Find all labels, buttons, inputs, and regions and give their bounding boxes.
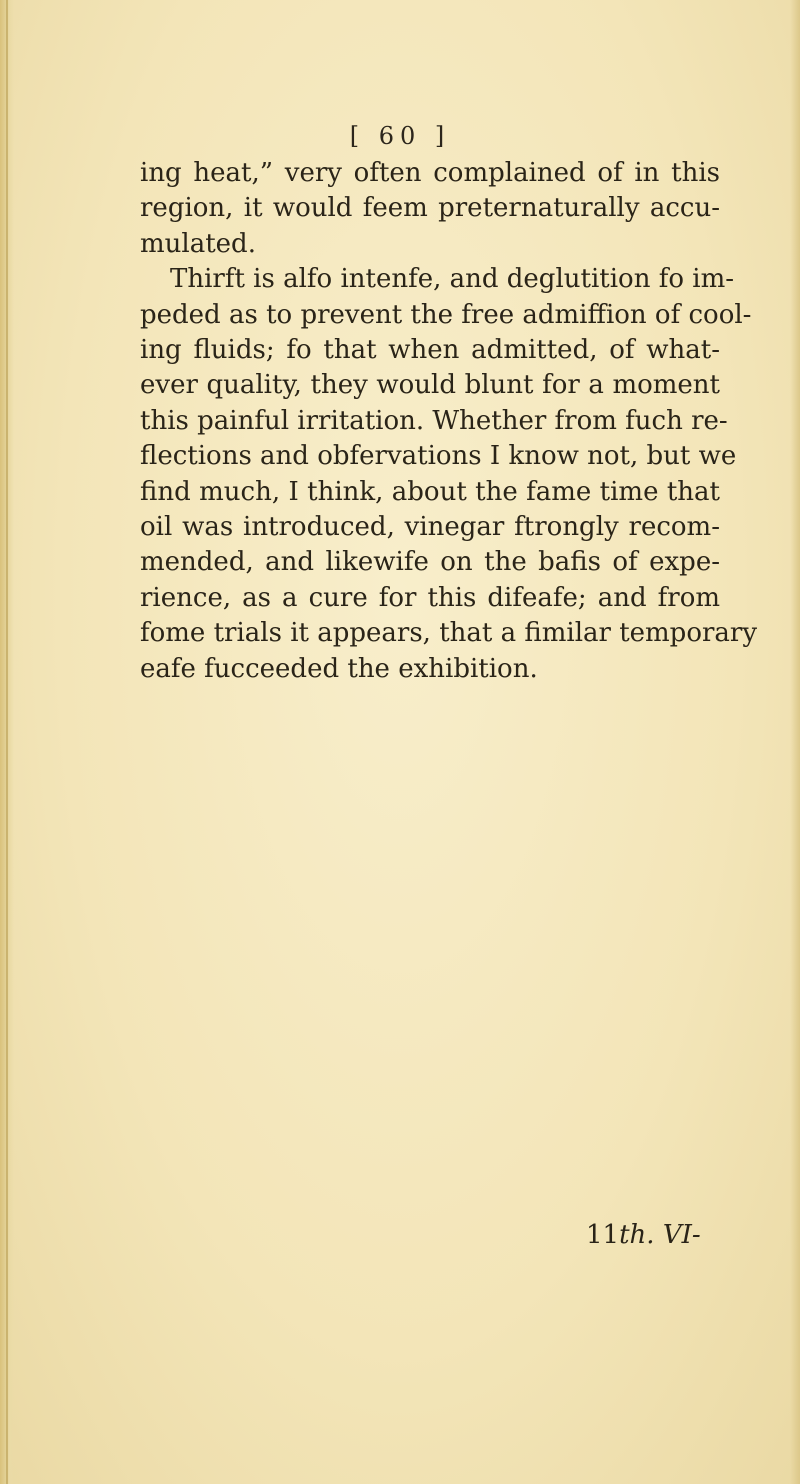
text-line: rience, as a cure for this difeafe; and from (140, 582, 720, 613)
text-line: ing fluids; fo that when admitted, of what- (140, 335, 720, 366)
text-line: Thirft is alfo intenfe, and deglutition fo im- (170, 264, 735, 295)
text-line: region, it would feem preternaturally accu- (140, 193, 720, 224)
text-line: oil was introduced, vinegar ftrongly recom- (140, 512, 720, 543)
text-line: peded as to prevent the free admiffion of cool- (140, 299, 752, 330)
text-line: flections and obfervations I know not, but we (140, 441, 737, 472)
binding-line (6, 0, 8, 1484)
text-line: mulated. (140, 228, 256, 259)
catchword-number: 11 (586, 1220, 620, 1250)
text-line: find much, I think, about the fame time that (140, 476, 720, 507)
page-number: [ 60 ] (349, 122, 451, 150)
text-line: ing heat,” very often complained of in this (140, 158, 720, 188)
text-line: eafe fucceeded the exhibition. (140, 653, 538, 684)
page-edge-right (790, 0, 800, 1484)
text-line: ever quality, they would blunt for a moment (140, 370, 720, 401)
text-line: this painful irritation. Whether from fuch re- (140, 405, 728, 436)
text-line: mended, and likewife on the bafis of expe- (140, 547, 720, 578)
catchword (586, 1220, 701, 1250)
catchword-text: th. VI- (619, 1220, 701, 1250)
body-text (140, 156, 758, 687)
text-line: fome trials it appears, that a fimilar temporary (140, 618, 758, 649)
